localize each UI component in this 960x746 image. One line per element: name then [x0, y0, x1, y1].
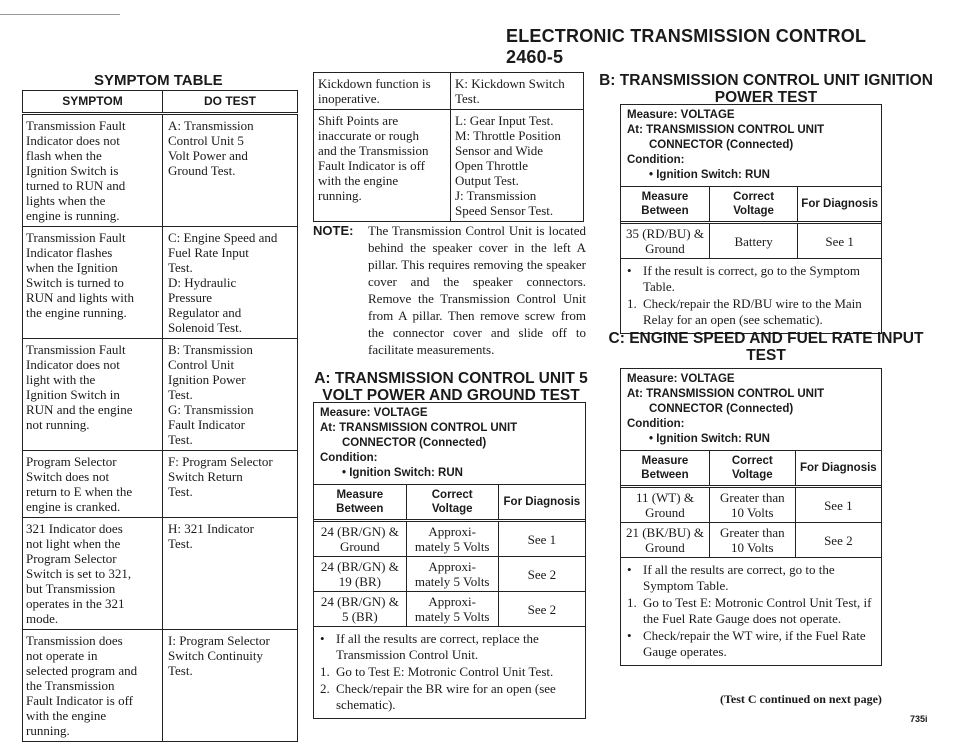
condition-line: Condition:	[627, 154, 685, 166]
column-header: Correct Voltage	[709, 187, 797, 223]
do-test-cell: C: Engine Speed and Fuel Rate Input Test. D: Hydraulic Pressure Regulator and Solenoid Test.	[163, 227, 298, 339]
cell-voltage: Approxi- mately 5 Volts	[406, 557, 498, 592]
section-b-box	[620, 104, 882, 334]
diagnosis-notes	[621, 558, 881, 665]
symptom-cell: Transmission Fault Indicator does not light with the Ignition Switch in RUN and the engine not running.	[23, 339, 163, 451]
table-row	[23, 339, 298, 451]
cell-voltage: Approxi- mately 5 Volts	[406, 521, 498, 557]
cell-diagnosis: See 2	[498, 557, 585, 592]
do-test-cell: I: Program Selector Switch Continuity Test.	[168, 633, 270, 678]
at-line: At: TRANSMISSION CONTROL UNIT	[627, 388, 825, 400]
condition-item: • Ignition Switch: RUN	[342, 467, 463, 479]
page-header: ELECTRONIC TRANSMISSION CONTROL 2460-5	[506, 26, 866, 67]
list-item	[627, 628, 875, 660]
connector-line: CONNECTOR (Connected)	[342, 437, 487, 449]
cell-between: 21 (BK/BU) & Ground	[621, 523, 709, 558]
section-c-title: C: ENGINE SPEED AND FUEL RATE INPUT TEST	[608, 330, 924, 364]
cell-diagnosis: See 2	[498, 592, 585, 627]
list-marker: 2.	[320, 681, 330, 696]
list-item	[320, 631, 579, 663]
symptom-cell: Program Selector Switch does not return to E when the engine is cranked.	[23, 451, 163, 518]
condition-line: Condition:	[320, 452, 378, 464]
list-item	[320, 681, 579, 713]
table-row	[314, 557, 585, 592]
cell-voltage: Battery	[709, 223, 797, 259]
measure-line: Measure: VOLTAGE	[320, 407, 428, 419]
do-test-cell: L: Gear Input Test. M: Throttle Position Sensor and Wide Open Throttle Output Test. J: Transmission Speed Sensor Test.	[455, 113, 561, 218]
cell-between: 11 (WT) & Ground	[621, 487, 709, 523]
table-row	[621, 523, 881, 558]
page-code: 735i	[910, 714, 928, 724]
condition-item: • Ignition Switch: RUN	[649, 433, 770, 445]
cell-between: 24 (BR/GN) & Ground	[314, 521, 406, 557]
section-a-box	[313, 402, 586, 719]
do-test-cell: H: 321 Indicator Test.	[163, 518, 298, 630]
list-marker: •	[627, 562, 632, 577]
cell-diagnosis: See 1	[795, 487, 881, 523]
do-test-cell: F: Program Selector Switch Return Test.	[163, 451, 298, 518]
column-header: Correct Voltage	[709, 451, 795, 487]
cell-diagnosis: See 2	[795, 523, 881, 558]
cell-between: 24 (BR/GN) & 19 (BR)	[314, 557, 406, 592]
list-item	[627, 562, 875, 594]
do-test-cell: K: Kickdown Switch Test.	[451, 73, 584, 110]
table-row	[23, 518, 298, 630]
list-item	[627, 296, 875, 328]
list-marker: 1.	[320, 664, 330, 679]
at-line: At: TRANSMISSION CONTROL UNIT	[627, 124, 825, 136]
note-label: NOTE:	[313, 223, 354, 238]
symptom-cell: Kickdown function is inoperative.	[314, 73, 451, 110]
list-text: Check/repair the WT wire, if the Fuel Rate Gauge operates.	[643, 628, 866, 659]
section-c-box	[620, 368, 882, 666]
list-text: Go to Test E: Motronic Control Unit Test, if the Fuel Rate Gauge does not operate.	[643, 595, 872, 626]
list-text: Check/repair the BR wire for an open (see schematic).	[336, 681, 556, 712]
column-header: Measure Between	[314, 485, 406, 521]
cell-voltage: Approxi- mately 5 Volts	[406, 592, 498, 627]
list-marker: •	[320, 631, 325, 646]
list-text: Check/repair the RD/BU wire to the Main Relay for an open (see schematic).	[643, 296, 862, 327]
list-item	[627, 263, 875, 295]
continued-note: (Test C continued on next page)	[720, 692, 882, 706]
measurement-conditions	[621, 369, 881, 450]
list-item	[320, 664, 579, 680]
table-row	[23, 630, 298, 742]
cell-diagnosis: See 1	[798, 223, 881, 259]
column-header-do-test: DO TEST	[163, 91, 298, 114]
connector-line: CONNECTOR (Connected)	[649, 139, 794, 151]
list-item	[627, 595, 875, 627]
symptom-cell: Transmission does not operate in selected program and the Transmission Fault Indicator is off with the engine running.	[23, 630, 163, 742]
cell-voltage: Greater than 10 Volts	[709, 487, 795, 523]
symptom-cell: Transmission Fault Indicator does not flash when the Ignition Switch is turned to RUN and lights when the engine is running.	[23, 114, 163, 227]
table-row	[314, 73, 584, 110]
measurement-conditions	[621, 105, 881, 186]
measurement-table	[314, 484, 585, 627]
section-a-title: A: TRANSMISSION CONTROL UNIT 5 VOLT POWER AND GROUND TEST	[314, 370, 588, 404]
list-marker: 1.	[627, 595, 637, 610]
do-test-cell: B: Transmission Control Unit Ignition Power Test. G: Transmission Fault Indicator Test.	[163, 339, 298, 451]
symptom-table-title: SYMPTOM TABLE	[94, 72, 223, 89]
column-header: Measure Between	[621, 187, 709, 223]
measure-line: Measure: VOLTAGE	[627, 109, 735, 121]
column-header: For Diagnosis	[498, 485, 585, 521]
list-text: Go to Test E: Motronic Control Unit Test.	[336, 664, 554, 679]
symptom-table-continued	[313, 72, 584, 222]
cell-between: 35 (RD/BU) & Ground	[621, 223, 709, 259]
list-marker: 1.	[627, 296, 637, 311]
column-header: For Diagnosis	[795, 451, 881, 487]
column-header-symptom: SYMPTOM	[23, 91, 163, 114]
table-row	[314, 592, 585, 627]
table-row	[23, 114, 298, 227]
at-line: At: TRANSMISSION CONTROL UNIT	[320, 422, 518, 434]
table-row	[23, 451, 298, 518]
symptom-cell: Transmission Fault Indicator flashes when the Ignition Switch is turned to RUN and lights with the engine running.	[23, 227, 163, 339]
table-row	[621, 487, 881, 523]
measurement-conditions	[314, 403, 585, 484]
list-text: If all the results are correct, replace the Transmission Control Unit.	[336, 631, 539, 662]
table-row	[621, 223, 881, 259]
column-header: Correct Voltage	[406, 485, 498, 521]
section-b-title: B: TRANSMISSION CONTROL UNIT IGNITION POWER TEST	[599, 72, 933, 106]
diagnosis-notes	[621, 259, 881, 333]
cell-voltage: Greater than 10 Volts	[709, 523, 795, 558]
table-row	[314, 110, 584, 222]
connector-line: CONNECTOR (Connected)	[649, 403, 794, 415]
list-marker: •	[627, 263, 632, 278]
top-rule	[0, 14, 120, 15]
symptom-cell: 321 Indicator does not light when the Program Selector Switch is set to 321, but Transmission operates in the 321 mode.	[23, 518, 163, 630]
column-header: For Diagnosis	[798, 187, 881, 223]
measurement-table	[621, 450, 881, 558]
table-row	[314, 521, 585, 557]
measurement-table	[621, 186, 881, 259]
measure-line: Measure: VOLTAGE	[627, 373, 735, 385]
list-marker: •	[627, 628, 632, 643]
symptom-cell: Shift Points are inaccurate or rough and the Transmission Fault Indicator is off with the engine running.	[314, 110, 451, 222]
diagnosis-notes	[314, 627, 585, 718]
condition-line: Condition:	[627, 418, 685, 430]
cell-between: 24 (BR/GN) & 5 (BR)	[314, 592, 406, 627]
table-row	[23, 227, 298, 339]
note-text: The Transmission Control Unit is located behind the speaker cover in the left A pillar. This requires removing the speaker cover and the speaker connectors. Remove the Transmission Control Unit from A pillar. Then remove screw from the connector cover and slide off to facilitate measurements.	[368, 223, 586, 357]
condition-item: • Ignition Switch: RUN	[649, 169, 770, 181]
continuation-table	[313, 72, 584, 222]
list-text: If the result is correct, go to the Symptom Table.	[643, 263, 860, 294]
symptom-table	[22, 90, 298, 742]
cell-diagnosis: See 1	[498, 521, 585, 557]
do-test-cell: A: Transmission Control Unit 5 Volt Power and Ground Test.	[163, 114, 298, 227]
list-text: If all the results are correct, go to the Symptom Table.	[643, 562, 835, 593]
column-header: Measure Between	[621, 451, 709, 487]
